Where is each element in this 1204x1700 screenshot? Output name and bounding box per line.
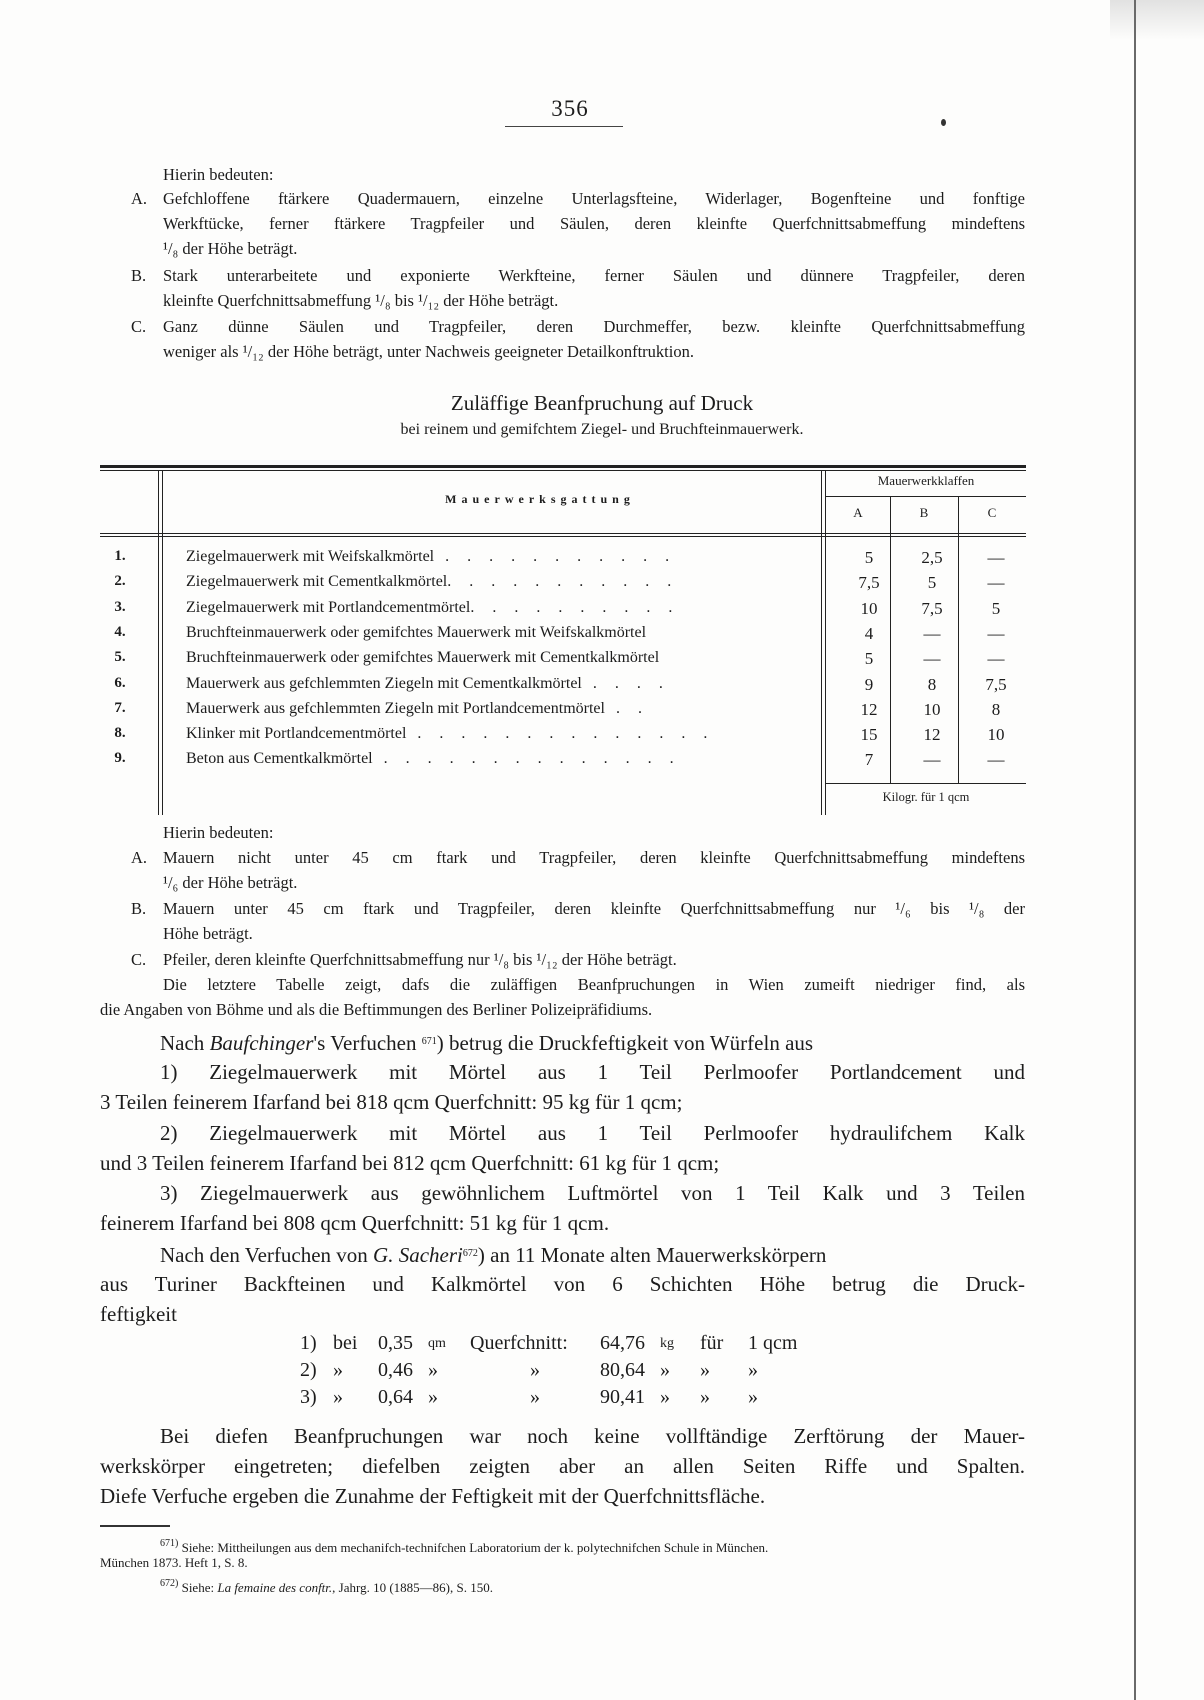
conclusion-line2: werkskörper eingetreten; diefelben zeigten aber an allen Seiten Riffe und Spalten. <box>100 1454 1025 1478</box>
table-title: Zuläffige Beanfpruchung auf Druck <box>450 391 754 415</box>
author-bauschinger: Baufchinger <box>209 1031 314 1055</box>
footnote-672-title: La femaine des conftr. <box>217 1580 333 1595</box>
row-label-text: Ziegelmauerwerk mit Portlandcementmörtel <box>186 598 471 616</box>
table-row <box>100 573 1026 598</box>
test-1-line2: 3 Teilen feinerem Ifarfand bei 818 qcm Querfchnitt: 95 kg für 1 qcm; <box>100 1090 683 1114</box>
value-class-b: 12 <box>923 725 941 745</box>
page-number-rule <box>505 126 623 127</box>
value-class-c: 8 <box>991 699 1001 719</box>
leader-dots: . . . . . . . . . . . <box>434 548 677 565</box>
legend-item-b-line1: Mauern unter 45 cm ftark und Tragpfeiler, deren kleinfte Querfchnittsabmeffung nur ¹/₆ bis ¹/₈ der <box>163 899 1025 918</box>
text-run: Siehe: <box>181 1580 218 1595</box>
intro-item-b-line2: kleinfte Querfchnittsabmeffung ¹/₈ bis ¹/₁₂ der Höhe beträgt. <box>163 291 559 310</box>
row-label-text: Klinker mit Portlandcementmörtel <box>186 725 407 743</box>
intro-item-c-line2: weniger als ¹/₁₂ der Höhe beträgt, unter Nachweis geeigneter Detailkonftruktion. <box>163 342 694 361</box>
column-header-c: C <box>987 505 997 520</box>
legend-item-c-letter: C. <box>131 950 147 969</box>
value-class-c: — <box>987 548 1005 567</box>
result-value-unit: » <box>660 1386 670 1408</box>
value-class-b: 7,5 <box>921 598 943 618</box>
value-class-b: — <box>923 623 941 643</box>
value-class-a: 9 <box>864 674 874 694</box>
footnote-mark-672: 672) <box>160 1578 179 1589</box>
intro-item-a-letter: A. <box>131 189 148 208</box>
row-label <box>186 700 802 718</box>
row-number: 2. <box>114 573 126 590</box>
intro-item-a-line1: Gefchloffene ftärkere Quadermauern, einzelne Unterlagsfteine, Widerlager, Bogenfteine und fonftige <box>163 189 1025 208</box>
value-class-b: — <box>923 750 941 770</box>
table-row <box>100 700 1026 725</box>
legend-item-c-line1: Pfeiler, deren kleinfte Querfchnittsabmeffung nur ¹/₈ bis ¹/₁₂ der Höhe beträgt. <box>163 950 677 969</box>
row-label <box>186 573 802 591</box>
result-area: 0,35 <box>378 1332 413 1354</box>
footnote-672 <box>160 1575 493 1597</box>
legend-item-b-line2: Höhe beträgt. <box>163 924 253 943</box>
value-class-a: 5 <box>864 548 874 567</box>
column-header-a: A <box>853 505 863 520</box>
footnote-mark-671: 671) <box>160 1538 179 1549</box>
intro-item-a-line3: ¹/₈ der Höhe beträgt. <box>163 239 298 258</box>
value-class-a: 4 <box>864 623 874 643</box>
table-header-rule-2 <box>100 536 1026 537</box>
row-label-text: Bruchfteinmauerwerk oder gemifchtes Mauerwerk mit Cementkalkmörtel <box>186 649 660 667</box>
table-row <box>100 675 1026 700</box>
scan-speck <box>941 119 946 126</box>
test-1-line1: 1) Ziegelmauerwerk mit Mörtel aus 1 Teil Perlmoofer Portlandcement und <box>160 1060 1025 1084</box>
row-label <box>186 548 802 566</box>
row-number: 1. <box>114 548 126 564</box>
result-value: 64,76 <box>600 1332 645 1354</box>
intro-item-b-line1: Stark unterarbeitete und exponierte Werkfteine, ferner Säulen und dünnere Tragpfeiler, deren <box>163 266 1025 285</box>
value-class-c: — <box>987 623 1005 643</box>
table-subtitle: bei reinem und gemifchtem Ziegel- und Bruchfteinmauerwerk. <box>400 421 804 438</box>
table-row <box>100 725 1026 750</box>
row-number: 4. <box>114 623 126 640</box>
conclusion-line3: Diefe Verfuche ergeben die Zunahme der Feftigkeit mit der Querfchnittsfläche. <box>100 1484 766 1508</box>
value-class-a: 5 <box>864 649 874 669</box>
row-label-text: Mauerwerk aus gefchlemmten Ziegeln mit Cementkalkmörtel <box>186 674 582 692</box>
footnote-671-line2: München 1873. Heft 1, S. 8. <box>100 1555 248 1570</box>
result-value: 80,64 <box>600 1359 645 1381</box>
value-class-b: 5 <box>927 573 937 593</box>
group-header-mauerwerkklassen: Mauerwerkklaffen <box>877 473 975 488</box>
sacheri-intro-line2: aus Turiner Backfteinen und Kalkmörtel von 6 Schichten Höhe betrug die Druck- <box>100 1272 1025 1296</box>
value-class-c: 5 <box>991 598 1001 618</box>
table-top-rule-thin <box>100 470 1026 471</box>
result-per-unit: » <box>748 1359 758 1381</box>
page-number: 356 <box>551 96 589 121</box>
result-label: Querfchnitt: <box>470 1332 568 1354</box>
value-class-b: 10 <box>923 699 941 719</box>
footnote-671 <box>160 1535 768 1557</box>
value-class-a: 12 <box>860 699 878 719</box>
legend-item-a-line1: Mauern nicht unter 45 cm ftark und Tragpfeiler, deren kleinfte Querfchnittsabmeffung mindeftens <box>163 848 1025 867</box>
result-number: 2) <box>300 1359 317 1381</box>
result-fuer: » <box>700 1386 710 1408</box>
row-number: 8. <box>114 725 126 742</box>
table-row <box>100 624 1026 649</box>
value-class-b: — <box>923 649 941 669</box>
intro-item-a-line2: Werkftücke, ferner ftärkere Tragpfeiler und Säulen, deren kleinfte Querfchnittsabmeffung mindeftens <box>163 214 1025 233</box>
footnote-rule <box>100 1525 170 1527</box>
footnote-ref-671[interactable]: 671 <box>421 1036 437 1047</box>
test-2-line1: 2) Ziegelmauerwerk mit Mörtel aus 1 Teil Perlmoofer hydraulifchem Kalk <box>160 1121 1025 1145</box>
leader-dots: . . . . <box>581 674 670 692</box>
result-prefix: » <box>333 1359 343 1381</box>
row-number: 6. <box>114 674 126 691</box>
value-class-c: — <box>987 573 1005 593</box>
column-header-mauerwerksgattung: Mauerwerksgattung <box>445 492 635 506</box>
conclusion-line1: Bei diefen Beanfpruchungen war noch keine vollftändige Zerftörung der Mauer- <box>160 1424 1025 1448</box>
scan-edge-shadow <box>1110 0 1204 40</box>
result-label: » <box>530 1359 540 1381</box>
result-area: 0,46 <box>378 1359 413 1381</box>
test-3-line2: feinerem Ifarfand bei 808 qcm Querfchnitt: 51 kg für 1 qcm. <box>100 1211 610 1235</box>
result-prefix: bei <box>333 1332 358 1354</box>
unit-rule <box>826 783 1026 784</box>
result-value-unit: » <box>660 1359 670 1381</box>
result-area: 0,64 <box>378 1386 413 1408</box>
row-label <box>186 624 802 642</box>
value-class-a: 10 <box>860 598 878 618</box>
table-row <box>100 548 1026 573</box>
table-row <box>100 599 1026 624</box>
footnote-671-line1: Siehe: Mittheilungen aus dem mechanifch-technifchen Laboratorium der k. polytechnifchen Schule in München. <box>181 1540 769 1555</box>
leader-dots: . . . . . . . . . . . <box>447 573 679 591</box>
row-label <box>186 599 802 617</box>
value-class-a: 7 <box>864 750 874 770</box>
result-per-unit: » <box>748 1386 758 1408</box>
bauschinger-intro <box>160 1027 813 1058</box>
result-value-unit: kg <box>660 1336 674 1351</box>
result-label: » <box>530 1386 540 1408</box>
result-area-unit: » <box>428 1386 438 1408</box>
row-number: 9. <box>114 750 126 767</box>
legend-note-line1: Die letztere Tabelle zeigt, dafs die zuläffigen Beanfpruchungen in Wien zumeift niedriger find, als <box>163 975 1025 994</box>
row-label-text: Bruchfteinmauerwerk oder gemifchtes Mauerwerk mit Weifskalkmörtel <box>186 623 647 641</box>
result-number: 3) <box>300 1386 317 1408</box>
row-label-text: Beton aus Cementkalkmörtel <box>186 750 373 768</box>
text-run: , Jahrg. 10 (1885—86), S. 150. <box>332 1580 493 1595</box>
table-top-rule <box>100 465 1026 468</box>
table-unit-note: Kilogr. für 1 qcm <box>882 790 970 804</box>
value-class-c: — <box>987 750 1005 770</box>
result-number: 1) <box>300 1332 317 1354</box>
row-number: 3. <box>114 598 126 615</box>
value-class-b: 2,5 <box>921 548 943 567</box>
result-fuer: für <box>700 1332 724 1354</box>
row-number: 5. <box>114 649 126 666</box>
row-label-text: Ziegelmauerwerk mit Weifskalkmörtel <box>186 548 435 565</box>
value-class-c: — <box>987 649 1005 669</box>
row-number: 7. <box>114 699 126 716</box>
row-label-text: Mauerwerk aus gefchlemmten Ziegeln mit Portlandcementmörtel <box>186 699 605 717</box>
row-label <box>186 750 802 768</box>
legend-item-b-letter: B. <box>131 899 147 918</box>
sacheri-intro-line3: feftigkeit <box>100 1302 177 1326</box>
value-class-b: 8 <box>927 674 937 694</box>
row-label <box>186 649 802 667</box>
table-row <box>100 750 1026 775</box>
test-3-line1: 3) Ziegelmauerwerk aus gewöhnlichem Luftmörtel von 1 Teil Kalk und 3 Teilen <box>160 1181 1025 1205</box>
author-sacheri: G. Sacheri <box>373 1243 463 1267</box>
table-row <box>100 649 1026 674</box>
intro-item-b-letter: B. <box>131 266 147 285</box>
scan-page-edge <box>1134 0 1136 1700</box>
legend-item-a-letter: A. <box>131 848 148 867</box>
text-run: Nach den Verfuchen von <box>160 1243 374 1267</box>
test-2-line2: und 3 Teilen feinerem Ifarfand bei 812 qcm Querfchnitt: 61 kg für 1 qcm; <box>100 1151 720 1175</box>
value-class-c: 7,5 <box>985 674 1007 694</box>
intro-heading: Hierin bedeuten: <box>163 165 274 184</box>
row-label <box>186 675 802 693</box>
result-prefix: » <box>333 1386 343 1408</box>
intro-item-c-letter: C. <box>131 317 147 336</box>
leader-dots: . . . . . . . . . . <box>470 598 680 616</box>
footnote-ref-672[interactable]: 672 <box>462 1248 478 1259</box>
text-run: Nach <box>160 1031 210 1055</box>
text-run: ) an 11 Monate alten Mauerwerkskörpern <box>477 1243 827 1267</box>
row-label <box>186 725 802 743</box>
result-area-unit: qm <box>428 1336 446 1351</box>
row-label-text: Ziegelmauerwerk mit Cementkalkmörtel <box>186 573 448 591</box>
leader-dots: . . <box>604 699 649 717</box>
intro-item-c-line1: Ganz dünne Säulen und Tragpfeiler, deren Durchmeffer, bezw. kleinfte Querfchnittsabmeffung <box>163 317 1025 336</box>
value-class-c: 10 <box>987 725 1005 745</box>
leader-dots: . . . . . . . . . . . . . . <box>406 725 715 743</box>
leader-dots: . . . . . . . . . . . . . . <box>372 750 681 768</box>
legend-heading: Hierin bedeuten: <box>163 823 274 842</box>
legend-note-line2: die Angaben von Böhme und als die Beftimmungen des Berliner Polizeipräfidiums. <box>100 1000 653 1019</box>
text-run: ) betrug die Druckfeftigkeit von Würfeln aus <box>436 1031 814 1055</box>
legend-item-a-line2: ¹/₆ der Höhe beträgt. <box>163 873 298 892</box>
value-class-a: 15 <box>860 725 878 745</box>
text-run: 's Verfuchen <box>313 1031 422 1055</box>
stress-table <box>100 465 1026 815</box>
sacheri-intro-line1 <box>160 1239 1025 1270</box>
result-fuer: » <box>700 1359 710 1381</box>
column-header-b: B <box>919 505 929 520</box>
result-per-unit: 1 qcm <box>748 1332 798 1354</box>
result-value: 90,41 <box>600 1386 645 1408</box>
result-area-unit: » <box>428 1359 438 1381</box>
table-header-rule <box>100 533 1026 534</box>
value-class-a: 7,5 <box>858 573 880 593</box>
